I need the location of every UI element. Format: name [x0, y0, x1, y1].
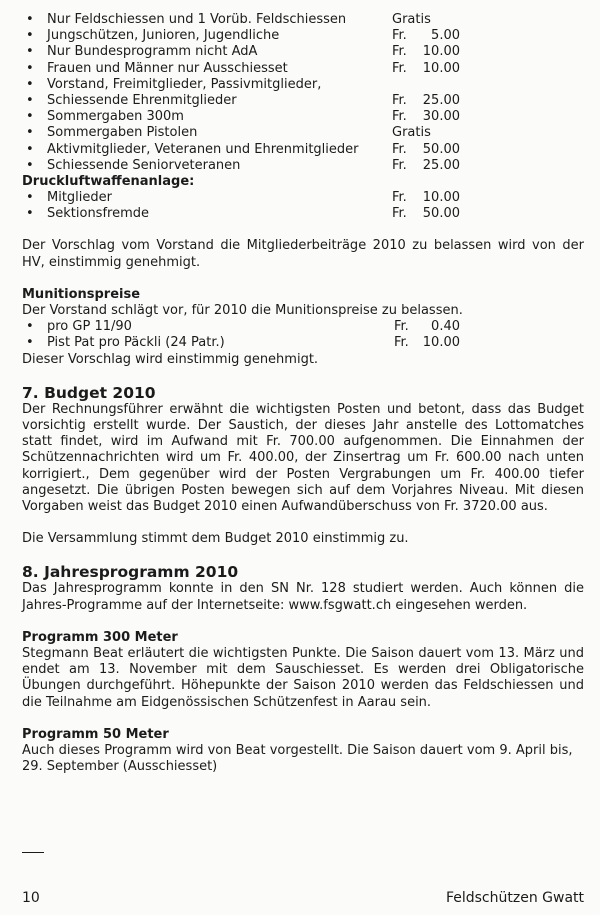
munition-heading: Munitionspreise: [22, 286, 141, 302]
fee-amount: 10.00: [422, 190, 460, 206]
fee-currency: Fr.: [394, 319, 409, 335]
fee-amount: Gratis: [392, 12, 431, 27]
fee-description: Frauen und Männer nur Ausschiesset: [47, 60, 288, 76]
budget-heading: 7. Budget 2010: [22, 383, 156, 402]
fee-item: [22, 206, 584, 222]
bullet-icon: •: [26, 319, 34, 335]
fee-item: [22, 44, 584, 60]
fee-amount: 5.00: [431, 28, 460, 44]
fee-currency: Fr.: [392, 109, 407, 125]
beitraege-paragraph: Der Vorschlag vom Vorstand die Mitgliederbeiträge 2010 zu belassen wird von der HV, einstimmig genehmigt.: [22, 238, 584, 270]
fee-description: Sektionsfremde: [47, 206, 150, 222]
document-page: [22, 12, 584, 775]
programm50-heading: Programm 50 Meter: [22, 726, 169, 742]
fee-item: [22, 335, 584, 351]
fee-description: Schiessende Seniorveteranen: [47, 157, 241, 173]
fee-item: [22, 61, 584, 77]
fee-currency: Fr.: [394, 335, 409, 351]
druckluft-heading: Druckluftwaffenanlage:: [22, 173, 195, 189]
page-number: 10: [22, 890, 40, 906]
fee-item: [22, 142, 584, 158]
bullet-icon: •: [26, 76, 34, 92]
fee-item: [22, 109, 584, 125]
page-footer: [22, 852, 584, 906]
bullet-icon: •: [26, 141, 34, 157]
bullet-icon: •: [26, 335, 34, 351]
fee-item: [22, 28, 584, 44]
fee-amount: 0.40: [431, 319, 460, 335]
fee-item: [22, 190, 584, 206]
bullet-icon: •: [26, 109, 34, 125]
bullet-icon: •: [26, 60, 34, 76]
fee-amount: 50.00: [422, 206, 460, 222]
budget-paragraph: Der Rechnungsführer erwähnt die wichtigsten Posten und betont, dass das Budget vorsichtig erstellt wurde. Der Saustich, der dieses Jahr anstelle des Lottomatches statt findet, wird im Aufwand mit Fr. 700.00 aufgenommen. Die Einnahmen der Schützennachrichten wird um Fr. 400.00, der Zinsertrag um Fr. 600.00 nach unten korrigiert., Dem gegenüber wird der Posten Vergrabungen um Fr. 400.00 tiefer angesetzt. Die übrigen Posten bewegen sich auf dem Vorjahres Niveau. Mit diesen Vorgaben weist das Budget 2010 einen Aufwandüberschuss von Fr. 3720.00 aus.: [22, 401, 584, 515]
fee-description: Mitglieder: [47, 190, 112, 206]
bullet-icon: •: [26, 44, 34, 60]
fee-description: Sommergaben Pistolen: [47, 125, 198, 141]
programm300-heading: Programm 300 Meter: [22, 629, 178, 645]
footer-title: Feldschützen Gwatt: [445, 890, 584, 906]
bullet-icon: •: [26, 12, 34, 27]
fee-description: pro GP 11/90: [47, 319, 132, 335]
fee-currency: Fr.: [392, 60, 407, 76]
fee-description: Pist Pat pro Päckli (24 Patr.): [47, 335, 225, 351]
fee-currency: Fr.: [392, 157, 407, 173]
fee-description: Schiessende Ehrenmitglieder: [47, 92, 237, 108]
munition-outro: Dieser Vorschlag wird einstimmig genehmigt.: [22, 351, 319, 367]
fee-description: Nur Bundesprogramm nicht AdA: [47, 44, 258, 60]
footer-rule: [22, 852, 44, 853]
fee-amount: 25.00: [422, 157, 460, 173]
bullet-icon: •: [26, 92, 34, 108]
jahresprogramm-paragraph: Das Jahresprogramm konnte in den SN Nr. 128 studiert werden. Auch können die Jahres-Programme auf der Internetseite: www.fsgwatt.ch eingesehen werden.: [22, 581, 584, 613]
fee-currency: Fr.: [392, 28, 407, 44]
druckluft-fee-list: [22, 190, 584, 222]
bullet-icon: •: [26, 28, 34, 44]
programm50-paragraph: Auch dieses Programm wird von Beat vorgestellt. Die Saison dauert vom 9. April bis, 29. September (Ausschiesset): [22, 743, 573, 775]
munition-intro: Der Vorstand schlägt vor, für 2010 die Munitionspreise zu belassen.: [22, 303, 463, 319]
fee-description: Nur Feldschiessen und 1 Vorüb. Feldschiessen: [47, 12, 347, 27]
membership-fee-list: [22, 12, 584, 174]
fee-description: Sommergaben 300m: [47, 109, 184, 125]
fee-amount: 10.00: [422, 335, 460, 351]
bullet-icon: •: [26, 157, 34, 173]
fee-description: Jungschützen, Junioren, Jugendliche: [47, 28, 280, 44]
budget-approval: Die Versammlung stimmt dem Budget 2010 einstimmig zu.: [22, 531, 409, 547]
fee-item: [22, 158, 584, 174]
fee-amount: 30.00: [422, 109, 460, 125]
bullet-icon: •: [26, 125, 34, 141]
fee-amount: 50.00: [422, 141, 460, 157]
fee-currency: Fr.: [392, 92, 407, 108]
fee-amount: 10.00: [422, 44, 460, 60]
munition-price-list: [22, 319, 584, 351]
fee-amount: 25.00: [422, 92, 460, 108]
fee-amount: Gratis: [392, 125, 431, 141]
fee-description: Aktivmitglieder, Veteranen und Ehrenmitglieder: [47, 141, 359, 157]
fee-item: [22, 125, 584, 141]
fee-currency: Fr.: [392, 44, 407, 60]
programm300-paragraph: Stegmann Beat erläutert die wichtigsten Punkte. Die Saison dauert vom 13. März und endet am 13. November mit dem Sauschiesset. Es werden drei Obligatorische Übungen durchgeführt. Höhepunkte der Saison 2010 werden das Feldschiessen und die Teilnahme am Eidgenössischen Schützenfest in Aarau sein.: [22, 646, 584, 710]
fee-item: [22, 77, 584, 93]
bullet-icon: •: [26, 206, 34, 222]
fee-currency: Fr.: [392, 190, 407, 206]
fee-item: [22, 93, 584, 109]
bullet-icon: •: [26, 190, 34, 206]
fee-amount: 10.00: [422, 60, 460, 76]
jahresprogramm-heading: 8. Jahresprogramm 2010: [22, 563, 239, 582]
fee-item: [22, 319, 584, 335]
fee-item: [22, 12, 584, 28]
fee-description: Vorstand, Freimitglieder, Passivmitglieder,: [47, 76, 322, 92]
fee-currency: Fr.: [392, 206, 407, 222]
fee-currency: Fr.: [392, 141, 407, 157]
